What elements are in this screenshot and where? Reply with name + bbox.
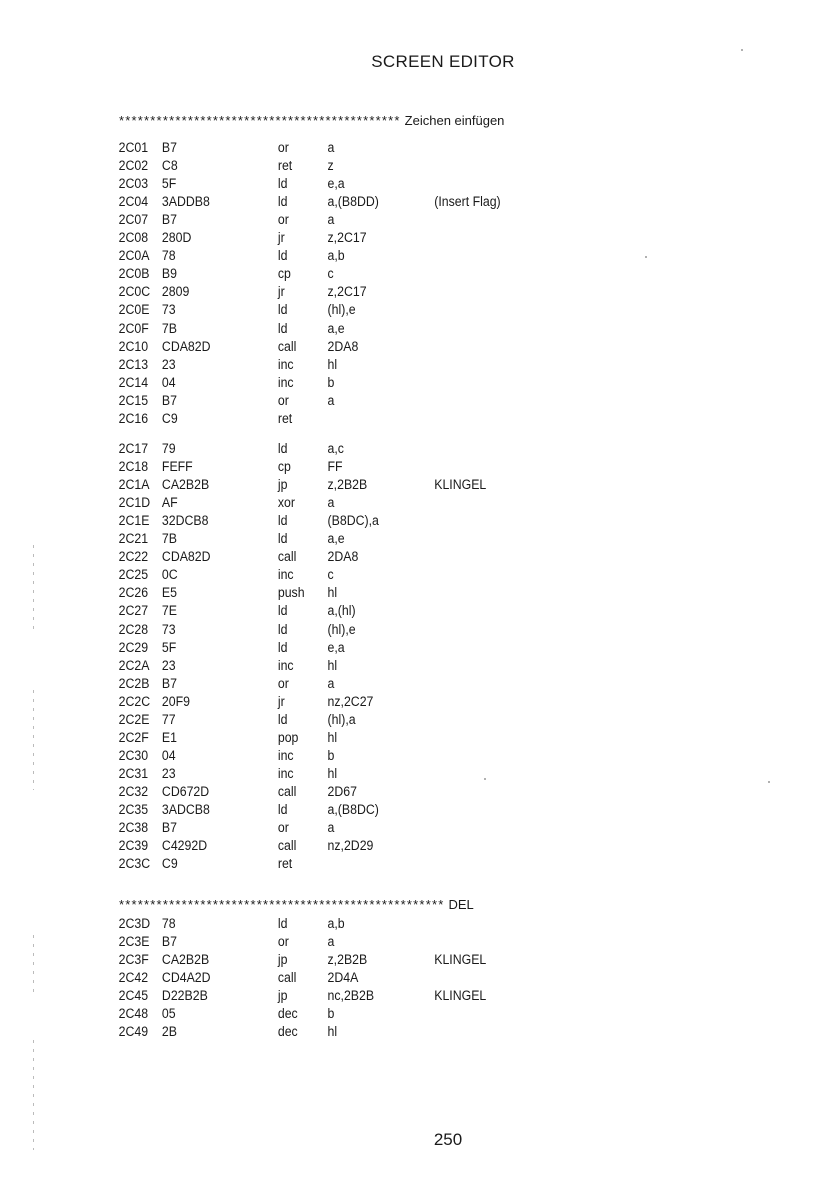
mnemonic: dec — [277, 1024, 298, 1040]
hex-bytes: E5 — [161, 585, 177, 601]
address: 2C48 — [118, 1006, 149, 1022]
operand: b — [327, 374, 335, 390]
hex-bytes: B7 — [161, 675, 177, 691]
hex-bytes: CA2B2B — [161, 952, 210, 968]
operand: hl — [327, 356, 338, 372]
hex-bytes: D22B2B — [161, 988, 208, 1004]
mnemonic: ld — [277, 531, 288, 547]
mnemonic: call — [277, 838, 297, 854]
operand: a — [327, 495, 335, 511]
comment: KLINGEL — [434, 952, 487, 968]
address: 2C3E — [118, 934, 150, 950]
operand: hl — [327, 729, 338, 745]
hex-bytes: 32DCB8 — [161, 513, 209, 529]
address: 2C26 — [118, 585, 149, 601]
mnemonic: jr — [277, 693, 285, 709]
mnemonic: inc — [277, 657, 294, 673]
separator-label: DEL — [448, 897, 474, 912]
hex-bytes: 5F — [161, 176, 177, 192]
operand: (hl),e — [327, 302, 356, 318]
hex-bytes: CDA82D — [161, 338, 211, 354]
address: 2C07 — [118, 212, 149, 228]
listing-row — [0, 175, 769, 193]
address: 2C15 — [118, 392, 149, 408]
listing-row — [0, 657, 769, 675]
mnemonic: ld — [277, 711, 288, 727]
mnemonic: jr — [277, 230, 285, 246]
address: 2C32 — [118, 783, 149, 799]
operand: c — [327, 567, 334, 583]
operand: a — [327, 212, 335, 228]
operand: nz,2D29 — [327, 838, 374, 854]
mnemonic: inc — [277, 747, 294, 763]
operand: hl — [327, 657, 338, 673]
mnemonic: jp — [277, 988, 288, 1004]
scan-artifact — [33, 935, 34, 995]
hex-bytes: 78 — [161, 916, 176, 931]
operand: e,a — [327, 639, 345, 655]
listing-row — [0, 229, 769, 247]
operand: z,2B2B — [327, 477, 368, 493]
comment: KLINGEL — [434, 988, 487, 1004]
address: 2C0A — [118, 248, 150, 264]
listing-row — [0, 969, 769, 987]
hex-bytes: B7 — [161, 392, 177, 408]
hex-bytes: 5F — [161, 639, 177, 655]
listing-row — [0, 729, 769, 747]
mnemonic: ld — [277, 802, 288, 817]
listing-row — [0, 987, 769, 1005]
address: 2C1A — [118, 477, 150, 493]
listing-row — [0, 639, 769, 657]
operand: nz,2C27 — [327, 693, 374, 709]
operand: z — [327, 158, 334, 174]
address: 2C17 — [118, 441, 149, 456]
mnemonic: ld — [277, 621, 288, 637]
operand: a,(hl) — [327, 603, 356, 619]
scan-speck — [768, 781, 770, 783]
hex-bytes: B7 — [161, 820, 177, 836]
mnemonic: or — [277, 934, 289, 950]
address: 2C2A — [118, 657, 150, 673]
address: 2C01 — [118, 140, 149, 155]
listing-row — [0, 747, 769, 765]
operand: a — [327, 820, 335, 836]
operand: a — [327, 140, 335, 155]
address: 2C04 — [118, 194, 149, 210]
hex-bytes: 20F9 — [161, 693, 191, 709]
address: 2C25 — [118, 567, 149, 583]
operand: e,a — [327, 176, 345, 192]
hex-bytes: 05 — [161, 1006, 176, 1022]
address: 2C27 — [118, 603, 149, 619]
hex-bytes: 23 — [161, 765, 176, 781]
hex-bytes: C8 — [161, 158, 178, 174]
mnemonic: or — [277, 392, 289, 408]
hex-bytes: 3ADDB8 — [161, 194, 210, 210]
mnemonic: dec — [277, 1006, 298, 1022]
hex-bytes: CD4A2D — [161, 970, 211, 986]
listing-row — [0, 410, 769, 428]
address: 2C08 — [118, 230, 149, 246]
mnemonic: ld — [277, 302, 288, 318]
mnemonic: jp — [277, 952, 288, 968]
listing-row — [0, 566, 769, 584]
operand: a — [327, 392, 335, 408]
operand: hl — [327, 1024, 338, 1040]
hex-bytes: 73 — [161, 621, 176, 637]
mnemonic: ret — [277, 158, 293, 174]
listing-row — [0, 783, 769, 801]
listing-row — [0, 247, 769, 265]
listing-row — [0, 283, 769, 301]
hex-bytes: B7 — [161, 140, 177, 155]
hex-bytes: 7B — [161, 531, 177, 547]
listing-row — [0, 675, 769, 693]
operand: b — [327, 747, 335, 763]
address: 2C3C — [118, 856, 151, 872]
mnemonic: inc — [277, 765, 294, 781]
hex-bytes: 04 — [161, 747, 176, 763]
operand: 2DA8 — [327, 549, 359, 565]
operand: 2D4A — [327, 970, 359, 986]
listing-row — [0, 374, 769, 392]
hex-bytes: CA2B2B — [161, 477, 210, 493]
operand: z,2C17 — [327, 284, 367, 300]
address: 2C30 — [118, 747, 149, 763]
address: 2C16 — [118, 410, 149, 426]
section-separator-del — [119, 897, 474, 912]
address: 2C2B — [118, 675, 150, 691]
scan-speck — [741, 49, 743, 51]
mnemonic: call — [277, 338, 297, 354]
operand: hl — [327, 585, 338, 601]
listing-row — [0, 765, 769, 783]
operand: a,(B8DC) — [327, 802, 379, 817]
mnemonic: inc — [277, 356, 294, 372]
address: 2C39 — [118, 838, 149, 854]
listing-row — [0, 392, 769, 410]
hex-bytes: C9 — [161, 856, 178, 872]
address: 2C2E — [118, 711, 150, 727]
hex-bytes: 3ADCB8 — [161, 802, 210, 817]
hex-bytes: CD672D — [161, 783, 210, 799]
listing-row — [0, 1023, 769, 1041]
hex-bytes: B7 — [161, 934, 177, 950]
hex-bytes: 7B — [161, 320, 177, 336]
listing-row — [0, 584, 769, 602]
operand: z,2C17 — [327, 230, 367, 246]
listing-row — [0, 356, 769, 374]
listing-row — [0, 855, 769, 873]
address: 2C18 — [118, 459, 149, 475]
listing-row — [0, 530, 769, 548]
listing-row — [0, 693, 769, 711]
listing-row — [0, 1005, 769, 1023]
address: 2C2F — [118, 729, 149, 745]
operand: a,e — [327, 531, 345, 547]
address: 2C45 — [118, 988, 149, 1004]
address: 2C14 — [118, 374, 149, 390]
address: 2C02 — [118, 158, 149, 174]
page-number: 250 — [433, 1130, 463, 1149]
mnemonic: push — [277, 585, 305, 601]
operand: b — [327, 1006, 335, 1022]
address: 2C2C — [118, 693, 151, 709]
mnemonic: ld — [277, 639, 288, 655]
mnemonic: or — [277, 820, 289, 836]
listing-row — [0, 458, 769, 476]
listing-row — [0, 621, 769, 639]
page-title: SCREEN EDITOR — [371, 52, 515, 71]
hex-bytes: AF — [161, 495, 178, 511]
listing-row — [0, 265, 769, 283]
operand: 2D67 — [327, 783, 357, 799]
scan-speck — [645, 256, 647, 258]
operand: a,b — [327, 916, 345, 931]
hex-bytes: 23 — [161, 356, 176, 372]
hex-bytes: 2809 — [161, 284, 190, 300]
mnemonic: or — [277, 675, 289, 691]
address: 2C21 — [118, 531, 149, 547]
operand: a,(B8DD) — [327, 194, 379, 210]
listing-row — [0, 915, 769, 933]
operand: a,c — [327, 441, 344, 456]
hex-bytes: 04 — [161, 374, 176, 390]
operand: (hl),a — [327, 711, 356, 727]
hex-bytes: C9 — [161, 410, 178, 426]
listing-row — [0, 211, 769, 229]
section-separator-insert — [119, 113, 504, 128]
separator-label: Zeichen einfügen — [404, 113, 505, 128]
address: 2C42 — [118, 970, 149, 986]
comment: KLINGEL — [434, 477, 487, 493]
mnemonic: ret — [277, 856, 293, 872]
listing-row — [0, 157, 769, 175]
hex-bytes: FEFF — [161, 459, 193, 475]
mnemonic: jr — [277, 284, 285, 300]
address: 2C1E — [118, 513, 150, 529]
scan-artifact — [33, 690, 34, 790]
listing-row — [0, 193, 769, 211]
address: 2C49 — [118, 1024, 149, 1040]
address: 2C13 — [118, 356, 149, 372]
mnemonic: call — [277, 783, 297, 799]
hex-bytes: C4292D — [161, 838, 208, 854]
operand: (B8DC),a — [327, 513, 379, 529]
listing-row — [0, 819, 769, 837]
address: 2C3F — [118, 952, 149, 968]
mnemonic: ld — [277, 441, 288, 456]
mnemonic: xor — [277, 495, 295, 511]
operand: c — [327, 266, 334, 282]
hex-bytes: 78 — [161, 248, 176, 264]
address: 2C0F — [118, 320, 149, 336]
hex-bytes: 0C — [161, 567, 178, 583]
listing-row — [0, 933, 769, 951]
hex-bytes: 2B — [161, 1024, 177, 1040]
mnemonic: ld — [277, 513, 288, 529]
mnemonic: ld — [277, 176, 288, 192]
separator-stars: ********************************************* — [119, 113, 401, 128]
mnemonic: pop — [277, 729, 299, 745]
hex-bytes: 79 — [161, 441, 176, 456]
scan-speck — [484, 778, 486, 780]
operand: a,b — [327, 248, 345, 264]
operand: a — [327, 934, 335, 950]
listing-row — [0, 320, 769, 338]
listing-row — [0, 338, 769, 356]
address: 2C35 — [118, 802, 149, 817]
operand: a,e — [327, 320, 345, 336]
hex-bytes: 7E — [161, 603, 177, 619]
hex-bytes: 77 — [161, 711, 176, 727]
scan-artifact — [33, 545, 34, 635]
address: 2C3D — [118, 916, 151, 931]
address: 2C22 — [118, 549, 149, 565]
address: 2C1D — [118, 495, 151, 511]
hex-bytes: E1 — [161, 729, 177, 745]
operand: (hl),e — [327, 621, 356, 637]
address: 2C03 — [118, 176, 149, 192]
comment: (Insert Flag) — [434, 194, 501, 210]
mnemonic: ld — [277, 603, 288, 619]
listing-row — [0, 801, 769, 819]
address: 2C38 — [118, 820, 149, 836]
address: 2C0E — [118, 302, 150, 318]
separator-stars: **************************************************** — [119, 897, 445, 912]
listing-row — [0, 602, 769, 620]
listing-row — [0, 512, 769, 530]
listing-row — [0, 711, 769, 729]
listing-row — [0, 494, 769, 512]
listing-row — [0, 951, 769, 969]
listing-row — [0, 548, 769, 566]
mnemonic: inc — [277, 374, 294, 390]
operand: hl — [327, 765, 338, 781]
listing-row — [0, 440, 769, 458]
mnemonic: cp — [277, 459, 291, 475]
mnemonic: ld — [277, 916, 288, 931]
address: 2C31 — [118, 765, 149, 781]
operand: z,2B2B — [327, 952, 368, 968]
listing-row — [0, 301, 769, 319]
address: 2C28 — [118, 621, 149, 637]
address: 2C0B — [118, 266, 150, 282]
operand: a — [327, 675, 335, 691]
listing-row — [0, 837, 769, 855]
operand: nc,2B2B — [327, 988, 375, 1004]
hex-bytes: 23 — [161, 657, 176, 673]
hex-bytes: 73 — [161, 302, 176, 318]
listing-row — [0, 476, 769, 494]
mnemonic: or — [277, 140, 289, 155]
address: 2C29 — [118, 639, 149, 655]
mnemonic: ld — [277, 248, 288, 264]
mnemonic: call — [277, 549, 297, 565]
operand: 2DA8 — [327, 338, 359, 354]
listing-row — [0, 139, 769, 157]
mnemonic: ld — [277, 320, 288, 336]
scan-artifact — [33, 1040, 34, 1150]
hex-bytes: CDA82D — [161, 549, 211, 565]
mnemonic: or — [277, 212, 289, 228]
mnemonic: jp — [277, 477, 288, 493]
hex-bytes: 280D — [161, 230, 192, 246]
mnemonic: ret — [277, 410, 293, 426]
address: 2C10 — [118, 338, 149, 354]
operand: FF — [327, 459, 343, 475]
hex-bytes: B7 — [161, 212, 177, 228]
mnemonic: ld — [277, 194, 288, 210]
mnemonic: call — [277, 970, 297, 986]
address: 2C0C — [118, 284, 151, 300]
mnemonic: inc — [277, 567, 294, 583]
mnemonic: cp — [277, 266, 291, 282]
hex-bytes: B9 — [161, 266, 177, 282]
